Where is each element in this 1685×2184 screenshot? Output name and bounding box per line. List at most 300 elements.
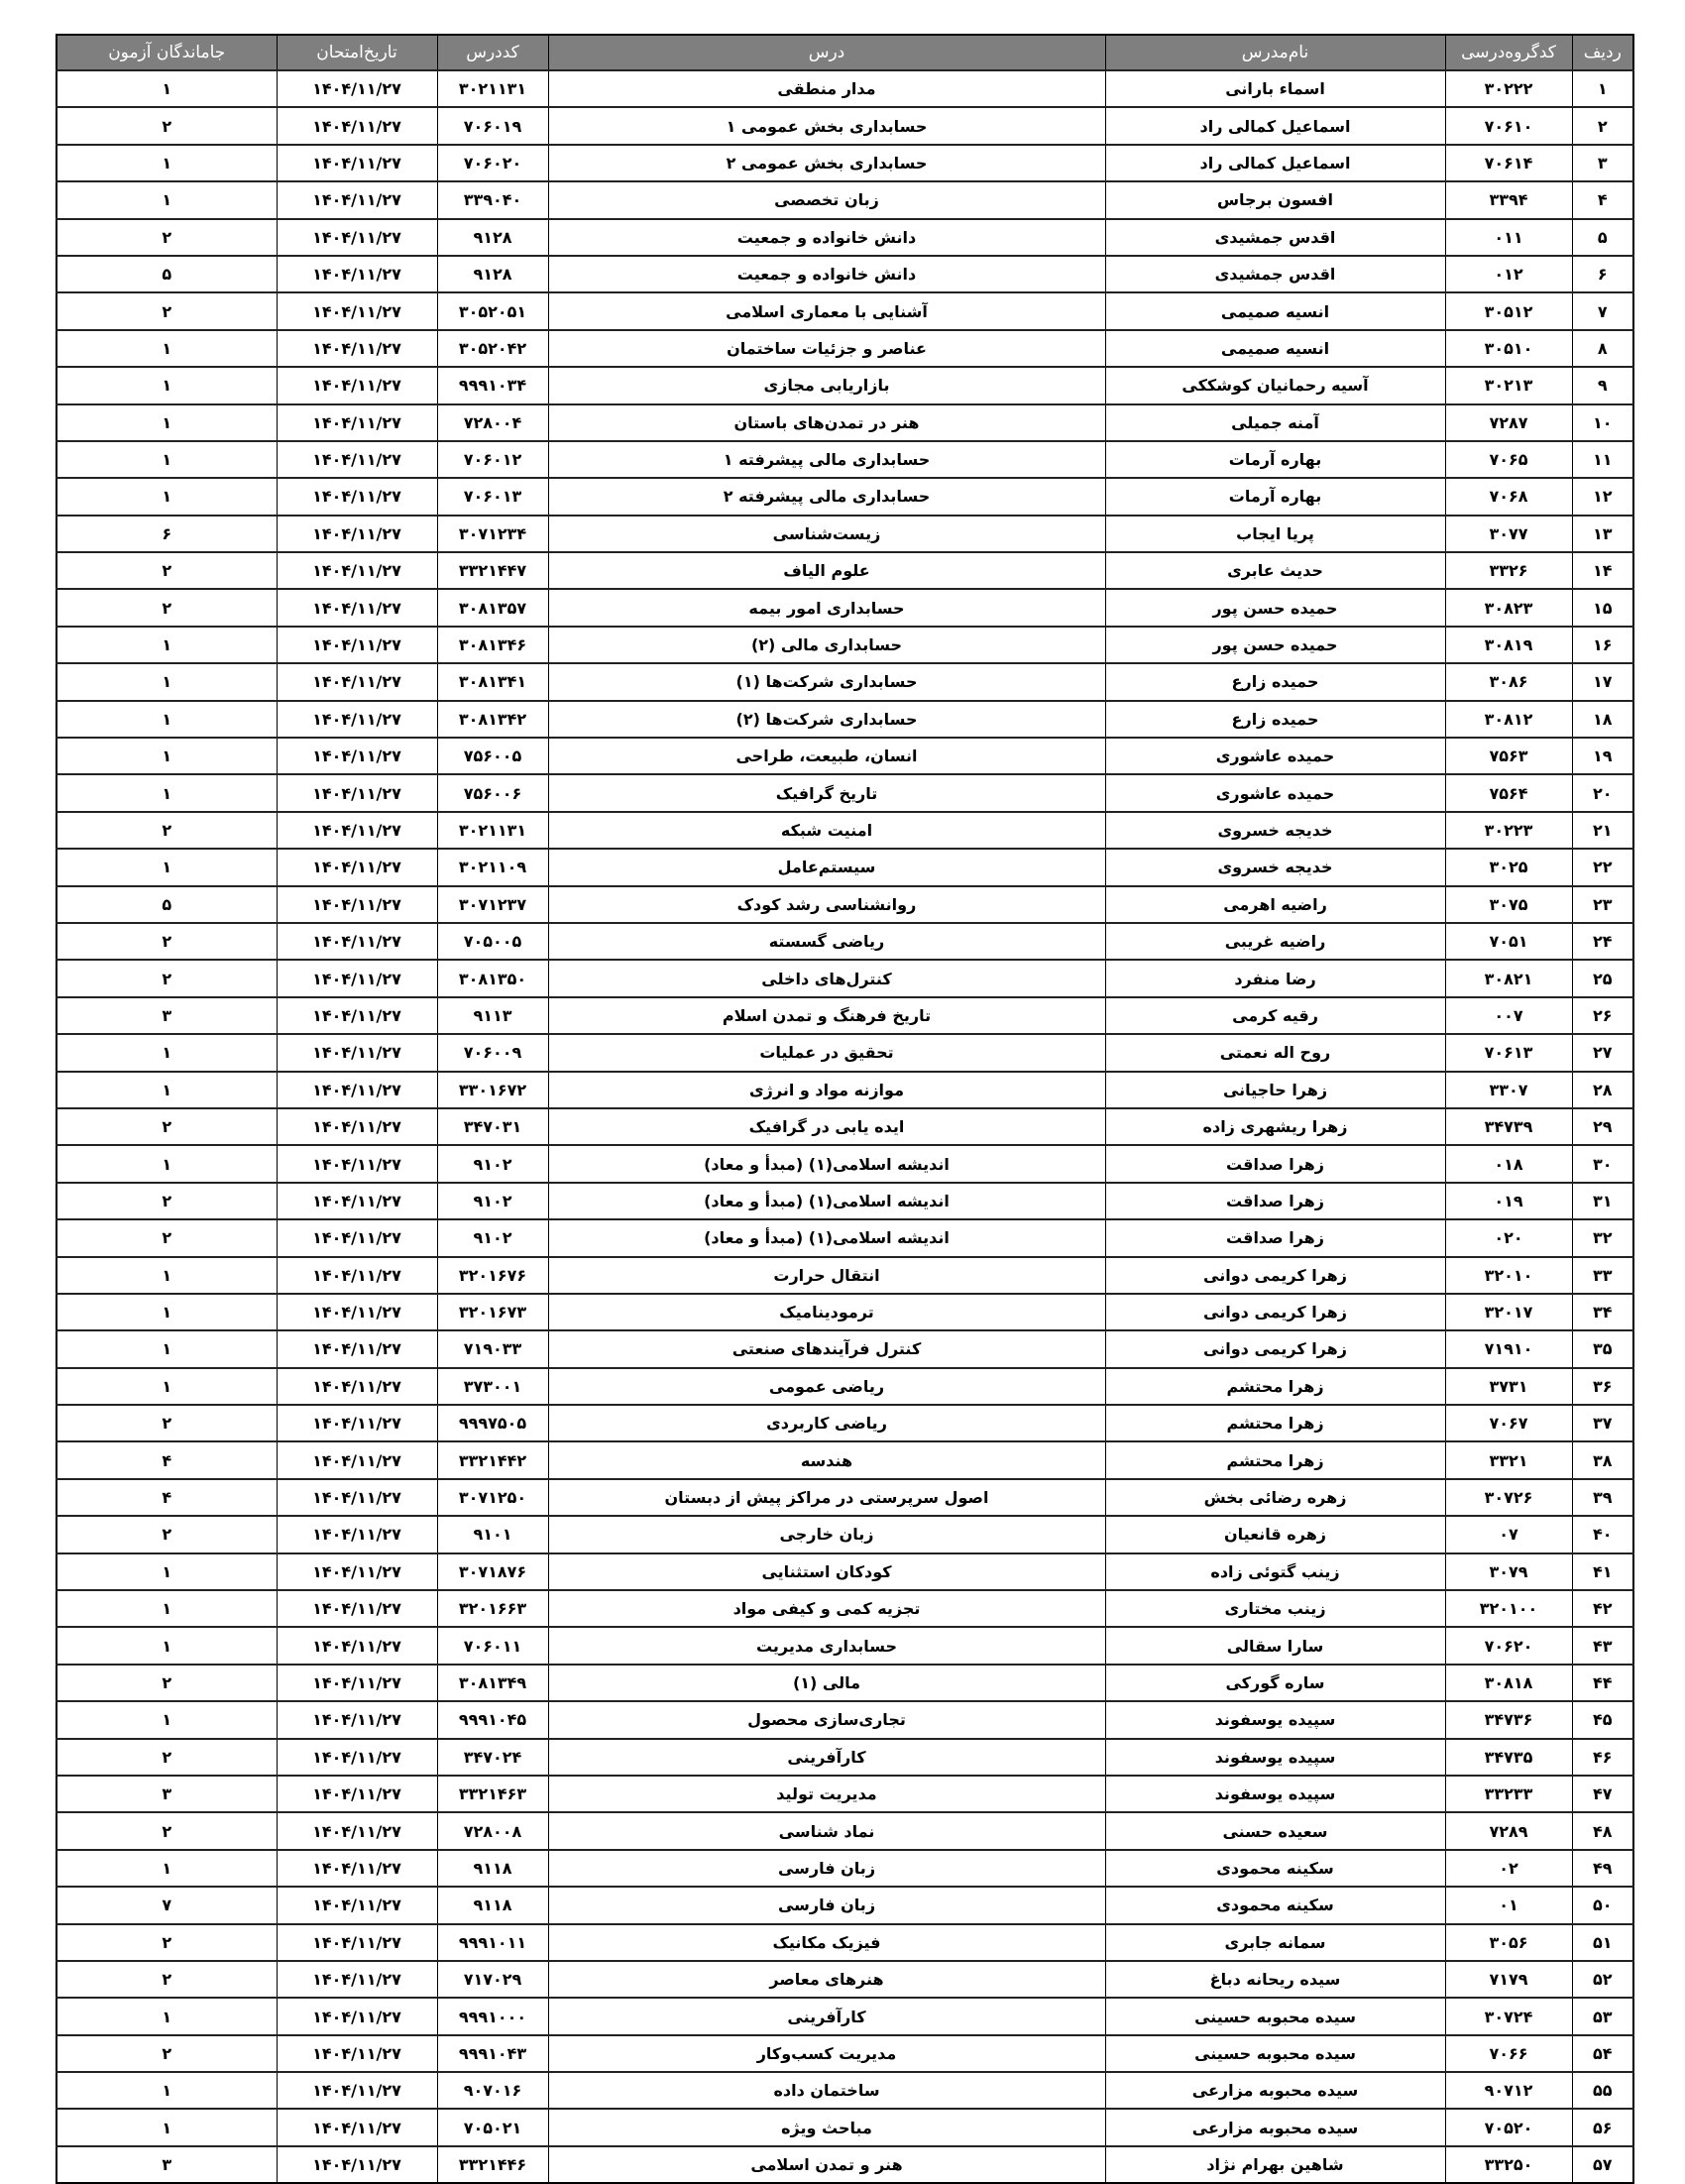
cell-absentee-count: ۱ [56, 1553, 277, 1590]
cell-course-name: کارآفرینی [548, 1998, 1105, 2034]
cell-course-code: ۳۲۰۱۶۷۶ [437, 1257, 548, 1294]
cell-course-code: ۳۲۰۱۶۷۳ [437, 1294, 548, 1330]
cell-course-name: دانش خانواده و جمعیت [548, 256, 1105, 292]
cell-course-code: ۳۳۲۱۴۶۳ [437, 1776, 548, 1812]
cell-course-code: ۳۰۷۱۲۳۴ [437, 516, 548, 552]
cell-group-code: ۳۳۹۴ [1445, 181, 1572, 218]
cell-row-number: ۱۶ [1572, 627, 1633, 663]
cell-row-number: ۳۸ [1572, 1441, 1633, 1478]
cell-group-code: ۳۳۲۱ [1445, 1441, 1572, 1478]
cell-teacher-name: زهرا صداقت [1105, 1219, 1445, 1256]
cell-course-name: تاریخ گرافیک [548, 774, 1105, 811]
cell-group-code: ۷۰۶۱۰ [1445, 107, 1572, 144]
cell-course-name: اندیشه اسلامی(۱) (مبدأ و معاد) [548, 1183, 1105, 1219]
cell-exam-date: ۱۴۰۴/۱۱/۲۷ [277, 1887, 437, 1923]
cell-group-code: ۳۴۷۳۹ [1445, 1108, 1572, 1145]
cell-course-name: دانش خانواده و جمعیت [548, 219, 1105, 256]
cell-course-name: هنرهای معاصر [548, 1961, 1105, 1998]
cell-teacher-name: حمیده حسن پور [1105, 627, 1445, 663]
cell-group-code: ۳۲۰۱۷ [1445, 1294, 1572, 1330]
cell-group-code: ۳۰۲۲۳ [1445, 812, 1572, 849]
cell-exam-date: ۱۴۰۴/۱۱/۲۷ [277, 663, 437, 700]
table-row [56, 886, 1633, 923]
cell-exam-date: ۱۴۰۴/۱۱/۲۷ [277, 627, 437, 663]
cell-exam-date: ۱۴۰۴/۱۱/۲۷ [277, 145, 437, 181]
cell-exam-date: ۱۴۰۴/۱۱/۲۷ [277, 2109, 437, 2145]
cell-group-code: ۳۰۸۱۸ [1445, 1665, 1572, 1701]
cell-course-name: حسابداری شرکت‌ها (۲) [548, 701, 1105, 738]
cell-course-code: ۹۹۹۱۰۱۱ [437, 1924, 548, 1961]
header-row-number: ردیف [1572, 35, 1633, 70]
cell-course-code: ۹۹۹۱۰۳۴ [437, 367, 548, 403]
cell-course-code: ۳۰۷۱۲۵۰ [437, 1479, 548, 1516]
cell-exam-date: ۱۴۰۴/۱۱/۲۷ [277, 1924, 437, 1961]
cell-row-number: ۵۱ [1572, 1924, 1633, 1961]
cell-absentee-count: ۱ [56, 367, 277, 403]
cell-exam-date: ۱۴۰۴/۱۱/۲۷ [277, 1330, 437, 1367]
cell-row-number: ۳۹ [1572, 1479, 1633, 1516]
cell-absentee-count: ۲ [56, 292, 277, 329]
cell-exam-date: ۱۴۰۴/۱۱/۲۷ [277, 219, 437, 256]
cell-course-code: ۷۰۶۰۲۰ [437, 145, 548, 181]
cell-course-name: حسابداری بخش عمومی ۱ [548, 107, 1105, 144]
cell-course-code: ۳۰۲۱۱۳۱ [437, 812, 548, 849]
cell-group-code: ۳۰۷۵ [1445, 886, 1572, 923]
cell-absentee-count: ۲ [56, 960, 277, 996]
cell-row-number: ۵۵ [1572, 2072, 1633, 2109]
cell-course-code: ۳۰۸۱۳۵۰ [437, 960, 548, 996]
table-row [56, 330, 1633, 367]
cell-course-code: ۷۰۵۰۲۱ [437, 2109, 548, 2145]
table-row [56, 1108, 1633, 1145]
cell-absentee-count: ۵ [56, 886, 277, 923]
cell-course-name: بازاریابی مجازی [548, 367, 1105, 403]
cell-row-number: ۴۲ [1572, 1590, 1633, 1627]
cell-exam-date: ۱۴۰۴/۱۱/۲۷ [277, 738, 437, 774]
table-row [56, 1330, 1633, 1367]
cell-course-name: هنر و تمدن اسلامی [548, 2146, 1105, 2183]
cell-absentee-count: ۱ [56, 404, 277, 441]
cell-course-name: انسان، طبیعت، طراحی [548, 738, 1105, 774]
cell-teacher-name: خدیجه خسروی [1105, 849, 1445, 885]
cell-exam-date: ۱۴۰۴/۱۱/۲۷ [277, 774, 437, 811]
table-row [56, 1961, 1633, 1998]
table-row [56, 1405, 1633, 1441]
cell-exam-date: ۱۴۰۴/۱۱/۲۷ [277, 478, 437, 515]
cell-course-code: ۷۰۵۰۰۵ [437, 923, 548, 960]
cell-teacher-name: شاهین بهرام نژاد [1105, 2146, 1445, 2183]
cell-exam-date: ۱۴۰۴/۱۱/۲۷ [277, 1108, 437, 1145]
cell-group-code: ۹۰۷۱۲ [1445, 2072, 1572, 2109]
table-row [56, 1590, 1633, 1627]
table-row [56, 478, 1633, 515]
cell-row-number: ۲۴ [1572, 923, 1633, 960]
table-row [56, 1257, 1633, 1294]
cell-exam-date: ۱۴۰۴/۱۱/۲۷ [277, 1257, 437, 1294]
cell-row-number: ۲۰ [1572, 774, 1633, 811]
cell-course-name: سیستم‌عامل [548, 849, 1105, 885]
cell-course-code: ۳۳۲۱۴۴۶ [437, 2146, 548, 2183]
cell-absentee-count: ۲ [56, 1219, 277, 1256]
cell-absentee-count: ۲ [56, 1961, 277, 1998]
table-row [56, 1776, 1633, 1812]
cell-course-name: حسابداری مالی پیشرفته ۱ [548, 441, 1105, 478]
cell-row-number: ۱۷ [1572, 663, 1633, 700]
cell-row-number: ۱۲ [1572, 478, 1633, 515]
cell-row-number: ۲ [1572, 107, 1633, 144]
cell-group-code: ۷۰۶۲۰ [1445, 1627, 1572, 1664]
cell-teacher-name: اقدس جمشیدی [1105, 219, 1445, 256]
table-row [56, 1627, 1633, 1664]
cell-group-code: ۳۰۲۱۳ [1445, 367, 1572, 403]
cell-course-code: ۳۳۲۱۴۴۷ [437, 552, 548, 589]
cell-course-name: مدیریت تولید [548, 1776, 1105, 1812]
cell-row-number: ۴۶ [1572, 1739, 1633, 1776]
cell-course-name: کنترل فرآیندهای صنعتی [548, 1330, 1105, 1367]
cell-group-code: ۳۰۵۶ [1445, 1924, 1572, 1961]
cell-absentee-count: ۱ [56, 1590, 277, 1627]
cell-teacher-name: آسیه رحمانیان کوشککی [1105, 367, 1445, 403]
cell-teacher-name: خدیجه خسروی [1105, 812, 1445, 849]
cell-absentee-count: ۱ [56, 441, 277, 478]
cell-course-name: تجزیه کمی و کیفی مواد [548, 1590, 1105, 1627]
cell-row-number: ۲۱ [1572, 812, 1633, 849]
cell-exam-date: ۱۴۰۴/۱۱/۲۷ [277, 1294, 437, 1330]
cell-exam-date: ۱۴۰۴/۱۱/۲۷ [277, 404, 437, 441]
cell-group-code: ۰۰۷ [1445, 997, 1572, 1034]
cell-teacher-name: حمیده عاشوری [1105, 738, 1445, 774]
cell-exam-date: ۱۴۰۴/۱۱/۲۷ [277, 2035, 437, 2072]
cell-row-number: ۳ [1572, 145, 1633, 181]
cell-group-code: ۳۰۸۱۲ [1445, 701, 1572, 738]
cell-course-code: ۳۲۰۱۶۶۳ [437, 1590, 548, 1627]
cell-absentee-count: ۱ [56, 1145, 277, 1182]
cell-teacher-name: زینب مختاری [1105, 1590, 1445, 1627]
table-row [56, 1812, 1633, 1849]
table-row [56, 2072, 1633, 2109]
cell-absentee-count: ۲ [56, 1108, 277, 1145]
cell-course-code: ۳۷۳۰۰۱ [437, 1368, 548, 1405]
cell-course-name: تحقیق در عملیات [548, 1034, 1105, 1071]
table-row [56, 256, 1633, 292]
cell-course-name: تجاری‌سازی محصول [548, 1701, 1105, 1738]
cell-course-code: ۳۰۲۱۱۰۹ [437, 849, 548, 885]
cell-exam-date: ۱۴۰۴/۱۱/۲۷ [277, 1701, 437, 1738]
cell-absentee-count: ۳ [56, 1776, 277, 1812]
cell-course-name: موازنه مواد و انرژی [548, 1072, 1105, 1108]
cell-group-code: ۳۲۰۱۰ [1445, 1257, 1572, 1294]
cell-absentee-count: ۱ [56, 1072, 277, 1108]
cell-row-number: ۱ [1572, 70, 1633, 107]
table-row [56, 107, 1633, 144]
cell-absentee-count: ۱ [56, 478, 277, 515]
table-row [56, 145, 1633, 181]
cell-teacher-name: زهرا محتشم [1105, 1405, 1445, 1441]
cell-teacher-name: زهرا صداقت [1105, 1145, 1445, 1182]
cell-row-number: ۳۱ [1572, 1183, 1633, 1219]
cell-teacher-name: بهاره آرمات [1105, 478, 1445, 515]
cell-group-code: ۷۰۵۱ [1445, 923, 1572, 960]
cell-absentee-count: ۲ [56, 219, 277, 256]
cell-exam-date: ۱۴۰۴/۱۱/۲۷ [277, 1627, 437, 1664]
cell-course-name: ریاضی گسسته [548, 923, 1105, 960]
cell-exam-date: ۱۴۰۴/۱۱/۲۷ [277, 1665, 437, 1701]
table-row [56, 292, 1633, 329]
cell-absentee-count: ۱ [56, 1850, 277, 1887]
cell-row-number: ۴۱ [1572, 1553, 1633, 1590]
table-row [56, 1479, 1633, 1516]
table-row [56, 516, 1633, 552]
cell-course-code: ۷۵۶۰۰۵ [437, 738, 548, 774]
table-row [56, 997, 1633, 1034]
cell-course-name: مدیریت کسب‌وکار [548, 2035, 1105, 2072]
cell-course-name: ترمودینامیک [548, 1294, 1105, 1330]
cell-teacher-name: سیده محبوبه مزارعی [1105, 2109, 1445, 2145]
cell-absentee-count: ۱ [56, 627, 277, 663]
cell-absentee-count: ۱ [56, 181, 277, 218]
cell-teacher-name: زهرا محتشم [1105, 1441, 1445, 1478]
table-row [56, 1998, 1633, 2034]
cell-course-code: ۷۲۸۰۰۴ [437, 404, 548, 441]
cell-row-number: ۸ [1572, 330, 1633, 367]
cell-course-code: ۹۱۱۸ [437, 1887, 548, 1923]
cell-group-code: ۷۰۶۶ [1445, 2035, 1572, 2072]
cell-absentee-count: ۲ [56, 1812, 277, 1849]
cell-exam-date: ۱۴۰۴/۱۱/۲۷ [277, 1479, 437, 1516]
cell-course-code: ۳۰۸۱۳۴۶ [437, 627, 548, 663]
cell-row-number: ۵۷ [1572, 2146, 1633, 2183]
cell-course-code: ۹۱۰۲ [437, 1145, 548, 1182]
cell-teacher-name: زهرا محتشم [1105, 1368, 1445, 1405]
cell-course-code: ۷۲۸۰۰۸ [437, 1812, 548, 1849]
cell-course-code: ۷۰۶۰۱۱ [437, 1627, 548, 1664]
cell-row-number: ۴۰ [1572, 1516, 1633, 1552]
cell-group-code: ۷۰۶۷ [1445, 1405, 1572, 1441]
cell-teacher-name: سپیده یوسفوند [1105, 1739, 1445, 1776]
cell-group-code: ۰۱۸ [1445, 1145, 1572, 1182]
table-row [56, 367, 1633, 403]
cell-exam-date: ۱۴۰۴/۱۱/۲۷ [277, 1590, 437, 1627]
cell-course-code: ۳۰۸۱۳۵۷ [437, 589, 548, 626]
cell-course-code: ۳۰۸۱۳۴۱ [437, 663, 548, 700]
cell-row-number: ۲۹ [1572, 1108, 1633, 1145]
cell-teacher-name: زهرا کریمی دوانی [1105, 1330, 1445, 1367]
cell-absentee-count: ۱ [56, 2072, 277, 2109]
cell-course-name: تاریخ فرهنگ و تمدن اسلام [548, 997, 1105, 1034]
cell-course-name: کنترل‌های داخلی [548, 960, 1105, 996]
cell-row-number: ۹ [1572, 367, 1633, 403]
cell-absentee-count: ۲ [56, 1665, 277, 1701]
cell-exam-date: ۱۴۰۴/۱۱/۲۷ [277, 1961, 437, 1998]
cell-exam-date: ۱۴۰۴/۱۱/۲۷ [277, 441, 437, 478]
cell-exam-date: ۱۴۰۴/۱۱/۲۷ [277, 1368, 437, 1405]
table-row [56, 441, 1633, 478]
header-group-code: کدگروه‌درسی [1445, 35, 1572, 70]
cell-teacher-name: حمیده حسن پور [1105, 589, 1445, 626]
cell-teacher-name: راضیه غریبی [1105, 923, 1445, 960]
cell-exam-date: ۱۴۰۴/۱۱/۲۷ [277, 812, 437, 849]
cell-group-code: ۷۰۶۸ [1445, 478, 1572, 515]
cell-group-code: ۷۵۶۳ [1445, 738, 1572, 774]
cell-exam-date: ۱۴۰۴/۱۱/۲۷ [277, 1145, 437, 1182]
cell-exam-date: ۱۴۰۴/۱۱/۲۷ [277, 849, 437, 885]
cell-course-code: ۹۹۹۱۰۴۵ [437, 1701, 548, 1738]
table-row [56, 1701, 1633, 1738]
cell-teacher-name: انسیه صمیمی [1105, 330, 1445, 367]
cell-row-number: ۴۵ [1572, 1701, 1633, 1738]
cell-group-code: ۰۱۲ [1445, 256, 1572, 292]
cell-course-name: امنیت شبکه [548, 812, 1105, 849]
table-row [56, 1850, 1633, 1887]
cell-group-code: ۰۷ [1445, 1516, 1572, 1552]
cell-course-name: حسابداری مالی پیشرفته ۲ [548, 478, 1105, 515]
cell-row-number: ۱۱ [1572, 441, 1633, 478]
cell-group-code: ۳۷۳۱ [1445, 1368, 1572, 1405]
cell-course-code: ۷۰۶۰۰۹ [437, 1034, 548, 1071]
cell-course-name: روانشناسی رشد کودک [548, 886, 1105, 923]
cell-row-number: ۴۳ [1572, 1627, 1633, 1664]
cell-teacher-name: سعیده حسنی [1105, 1812, 1445, 1849]
cell-course-code: ۳۰۷۱۸۷۶ [437, 1553, 548, 1590]
cell-course-name: ایده یابی در گرافیک [548, 1108, 1105, 1145]
cell-exam-date: ۱۴۰۴/۱۱/۲۷ [277, 960, 437, 996]
header-course-name: درس [548, 35, 1105, 70]
cell-group-code: ۰۲ [1445, 1850, 1572, 1887]
cell-course-code: ۹۹۹۱۰۰۰ [437, 1998, 548, 2034]
cell-group-code: ۰۱۱ [1445, 219, 1572, 256]
cell-teacher-name: زهره قانعیان [1105, 1516, 1445, 1552]
cell-group-code: ۰۱ [1445, 1887, 1572, 1923]
table-row [56, 1665, 1633, 1701]
cell-course-code: ۳۳۰۱۶۷۲ [437, 1072, 548, 1108]
cell-absentee-count: ۲ [56, 107, 277, 144]
table-row [56, 812, 1633, 849]
cell-absentee-count: ۲ [56, 589, 277, 626]
table-row [56, 2146, 1633, 2183]
cell-teacher-name: سکینه محمودی [1105, 1887, 1445, 1923]
cell-course-name: زبان تخصصی [548, 181, 1105, 218]
cell-absentee-count: ۴ [56, 1441, 277, 1478]
cell-absentee-count: ۵ [56, 256, 277, 292]
cell-absentee-count: ۱ [56, 1294, 277, 1330]
cell-group-code: ۳۰۷۷ [1445, 516, 1572, 552]
cell-row-number: ۱۵ [1572, 589, 1633, 626]
cell-group-code: ۳۳۰۷ [1445, 1072, 1572, 1108]
cell-teacher-name: سپیده یوسفوند [1105, 1776, 1445, 1812]
cell-row-number: ۲۳ [1572, 886, 1633, 923]
cell-row-number: ۴ [1572, 181, 1633, 218]
cell-row-number: ۲۵ [1572, 960, 1633, 996]
cell-teacher-name: سیده محبوبه حسینی [1105, 2035, 1445, 2072]
cell-group-code: ۳۰۸۲۱ [1445, 960, 1572, 996]
cell-course-code: ۷۱۹۰۳۳ [437, 1330, 548, 1367]
cell-course-name: کودکان استثنایی [548, 1553, 1105, 1590]
cell-row-number: ۵ [1572, 219, 1633, 256]
cell-course-code: ۳۰۲۱۱۳۱ [437, 70, 548, 107]
cell-group-code: ۳۰۸۲۳ [1445, 589, 1572, 626]
cell-absentee-count: ۴ [56, 1479, 277, 1516]
cell-exam-date: ۱۴۰۴/۱۱/۲۷ [277, 589, 437, 626]
cell-absentee-count: ۲ [56, 1516, 277, 1552]
cell-course-code: ۹۱۱۸ [437, 1850, 548, 1887]
cell-group-code: ۷۱۷۹ [1445, 1961, 1572, 1998]
cell-teacher-name: سیده محبوبه مزارعی [1105, 2072, 1445, 2109]
cell-row-number: ۵۲ [1572, 1961, 1633, 1998]
cell-row-number: ۳۵ [1572, 1330, 1633, 1367]
cell-teacher-name: زهرا کریمی دوانی [1105, 1257, 1445, 1294]
cell-row-number: ۱۰ [1572, 404, 1633, 441]
cell-teacher-name: اسماعیل کمالی راد [1105, 107, 1445, 144]
cell-course-code: ۳۴۷۰۳۱ [437, 1108, 548, 1145]
table-row [56, 738, 1633, 774]
cell-course-code: ۳۴۷۰۲۴ [437, 1739, 548, 1776]
cell-course-code: ۷۵۶۰۰۶ [437, 774, 548, 811]
cell-absentee-count: ۲ [56, 552, 277, 589]
cell-course-name: علوم الیاف [548, 552, 1105, 589]
cell-group-code: ۳۳۲۳۳ [1445, 1776, 1572, 1812]
cell-course-code: ۳۳۹۰۴۰ [437, 181, 548, 218]
cell-teacher-name: سیده ریحانه دباغ [1105, 1961, 1445, 1998]
cell-course-name: هنر در تمدن‌های باستان [548, 404, 1105, 441]
cell-teacher-name: بهاره آرمات [1105, 441, 1445, 478]
cell-row-number: ۶ [1572, 256, 1633, 292]
cell-course-name: حسابداری شرکت‌ها (۱) [548, 663, 1105, 700]
cell-teacher-name: زهرا کریمی دوانی [1105, 1294, 1445, 1330]
cell-course-name: زبان فارسی [548, 1887, 1105, 1923]
cell-absentee-count: ۲ [56, 923, 277, 960]
cell-group-code: ۰۲۰ [1445, 1219, 1572, 1256]
cell-teacher-name: زهره رضائی بخش [1105, 1479, 1445, 1516]
cell-teacher-name: اسماء بارانی [1105, 70, 1445, 107]
cell-exam-date: ۱۴۰۴/۱۱/۲۷ [277, 1072, 437, 1108]
cell-teacher-name: راضیه اهرمی [1105, 886, 1445, 923]
cell-group-code: ۳۰۷۹ [1445, 1553, 1572, 1590]
cell-absentee-count: ۱ [56, 145, 277, 181]
cell-teacher-name: روح اله نعمتی [1105, 1034, 1445, 1071]
table-row [56, 219, 1633, 256]
cell-row-number: ۴۹ [1572, 1850, 1633, 1887]
table-header-row [56, 35, 1633, 70]
cell-course-code: ۳۰۸۱۳۴۹ [437, 1665, 548, 1701]
table-row [56, 1553, 1633, 1590]
cell-row-number: ۵۰ [1572, 1887, 1633, 1923]
exam-absentees-table [56, 34, 1634, 2184]
cell-row-number: ۲۸ [1572, 1072, 1633, 1108]
cell-absentee-count: ۱ [56, 663, 277, 700]
cell-group-code: ۳۳۲۶ [1445, 552, 1572, 589]
cell-teacher-name: زهرا صداقت [1105, 1183, 1445, 1219]
header-exam-date: تاریخ‌امتحان [277, 35, 437, 70]
table-row [56, 70, 1633, 107]
cell-group-code: ۷۲۸۹ [1445, 1812, 1572, 1849]
table-row [56, 1183, 1633, 1219]
cell-teacher-name: حمیده زارع [1105, 701, 1445, 738]
cell-exam-date: ۱۴۰۴/۱۱/۲۷ [277, 1441, 437, 1478]
cell-group-code: ۷۰۶۱۳ [1445, 1034, 1572, 1071]
cell-exam-date: ۱۴۰۴/۱۱/۲۷ [277, 1516, 437, 1552]
cell-absentee-count: ۱ [56, 1257, 277, 1294]
cell-absentee-count: ۲ [56, 812, 277, 849]
cell-exam-date: ۱۴۰۴/۱۱/۲۷ [277, 70, 437, 107]
cell-teacher-name: زهرا ریشهری زاده [1105, 1108, 1445, 1145]
cell-course-code: ۳۰۸۱۳۴۲ [437, 701, 548, 738]
cell-exam-date: ۱۴۰۴/۱۱/۲۷ [277, 292, 437, 329]
cell-course-name: انتقال حرارت [548, 1257, 1105, 1294]
cell-absentee-count: ۱ [56, 701, 277, 738]
cell-exam-date: ۱۴۰۴/۱۱/۲۷ [277, 516, 437, 552]
cell-exam-date: ۱۴۰۴/۱۱/۲۷ [277, 886, 437, 923]
cell-course-code: ۳۰۷۱۲۳۷ [437, 886, 548, 923]
